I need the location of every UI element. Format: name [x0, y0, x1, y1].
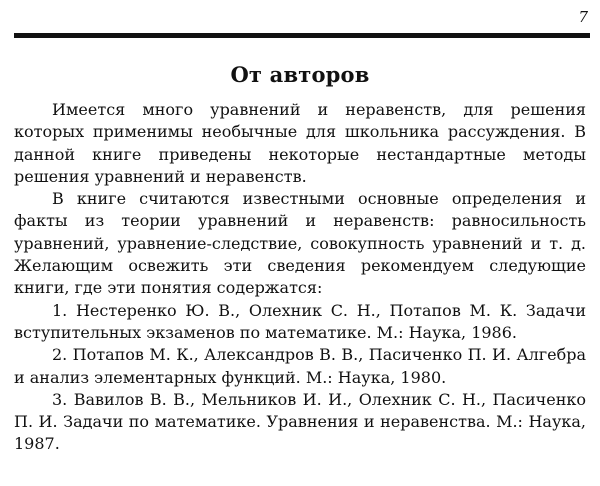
reference-item: 2. Потапов М. К., Александров В. В., Пасиченко П. И. Алгебра и анализ элементарных функций. М.: Наука, 1980.	[14, 345, 586, 387]
body-text	[14, 99, 586, 456]
header-rule	[14, 33, 590, 38]
page-number: 7	[578, 8, 588, 26]
section-title: От авторов	[230, 62, 370, 87]
paragraph: Имеется много уравнений и неравенств, для решения которых применимы необычные для школьника рассуждения. В данной книге приведены некоторые нестандартные методы решения уравнений и неравенств.	[14, 100, 586, 186]
paragraph: В книге считаются известными основные определения и факты из теории уравнений и неравенств: равносильность уравнений, уравнение-следствие, совокупность уравнений и т. д. Желающим освежить эти сведения рекомендуем следующие книги, где эти понятия содержатся:	[14, 189, 586, 298]
reference-item: 3. Вавилов В. В., Мельников И. И., Олехник С. Н., Пасиченко П. И. Задачи по математике. Уравнения и неравенства. М.: Наука, 1987.	[14, 389, 586, 454]
reference-item: 1. Нестеренко Ю. В., Олехник С. Н., Потапов М. К. Задачи вступительных экзаменов по математике. М.: Наука, 1986.	[14, 300, 586, 342]
